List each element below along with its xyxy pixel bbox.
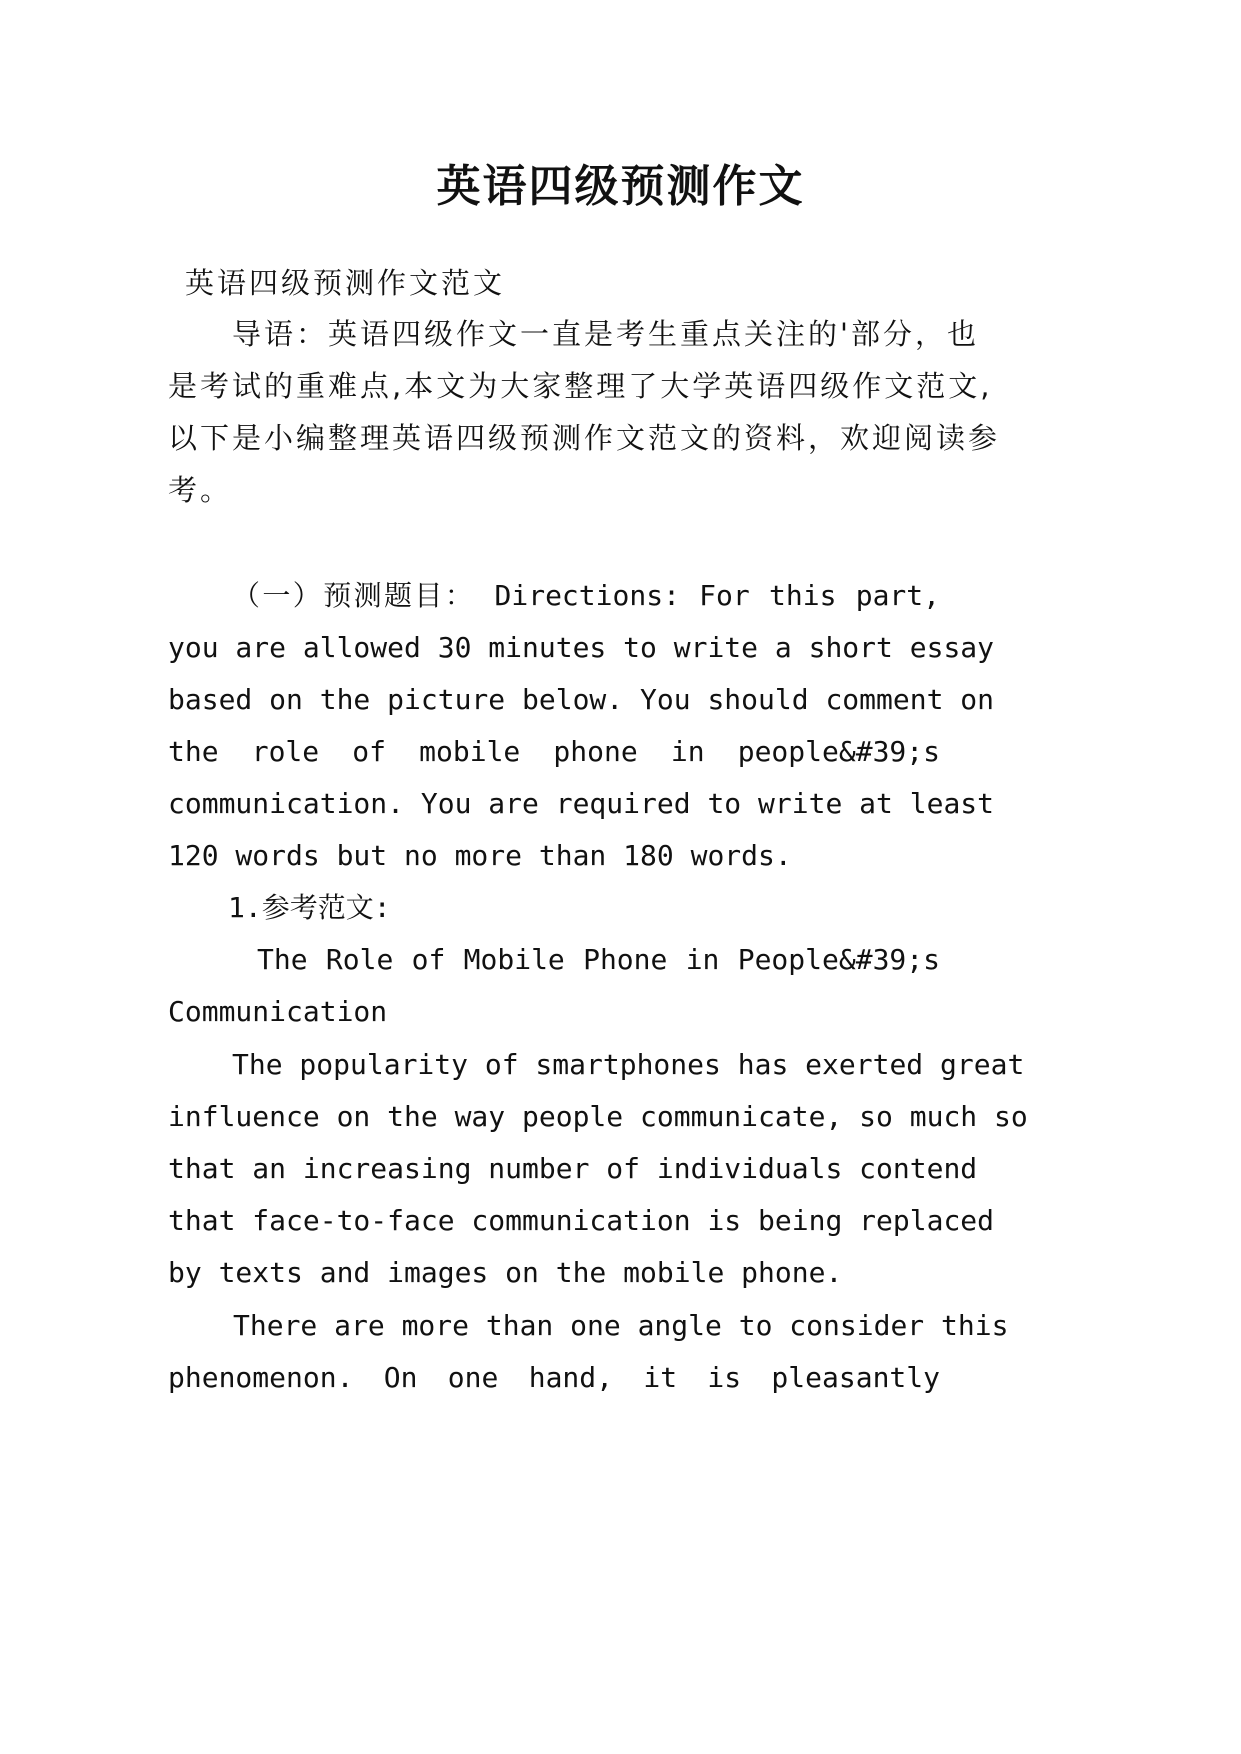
essay-paragraph-line: phenomenon. On one hand, it is pleasantly — [168, 1361, 940, 1394]
essay-paragraph-line: that an increasing number of individuals contend — [168, 1152, 978, 1185]
directions-line: （一）预测题目： Directions: For this part, — [232, 579, 940, 612]
directions-line: 120 words but no more than 180 words. — [168, 839, 792, 872]
essay-title-line: The Role of Mobile Phone in People&#39;s — [257, 943, 940, 976]
intro-line: 导语：英语四级作文一直是考生重点关注的'部分，也 — [232, 317, 979, 351]
directions-line: based on the picture below. You should comment on — [168, 683, 995, 716]
directions-line: communication. You are required to write at least — [168, 787, 995, 820]
document-subtitle: 英语四级预测作文范文 — [185, 266, 506, 300]
essay-paragraph-line: influence on the way people communicate, so much so — [168, 1100, 1028, 1133]
essay-paragraph-line: that face-to-face communication is being replaced — [168, 1204, 995, 1237]
intro-line: 以下是小编整理英语四级预测作文范文的资料，欢迎阅读参 — [168, 421, 1001, 455]
document-title: 英语四级预测作文 — [436, 161, 805, 212]
directions-line: the role of mobile phone in people&#39;s — [168, 735, 940, 768]
intro-line: 考。 — [168, 473, 233, 507]
essay-paragraph-line: The popularity of smartphones has exerted great — [232, 1048, 1025, 1081]
essay-title-line: Communication — [168, 995, 388, 1028]
intro-line: 是考试的重难点,本文为大家整理了大学英语四级作文范文, — [168, 369, 993, 403]
essay-paragraph-line: There are more than one angle to consider this — [233, 1309, 1009, 1342]
essay-paragraph-line: by texts and images on the mobile phone. — [168, 1256, 843, 1289]
directions-line: you are allowed 30 minutes to write a short essay — [168, 631, 995, 664]
reference-label: 1.参考范文: — [228, 891, 391, 924]
